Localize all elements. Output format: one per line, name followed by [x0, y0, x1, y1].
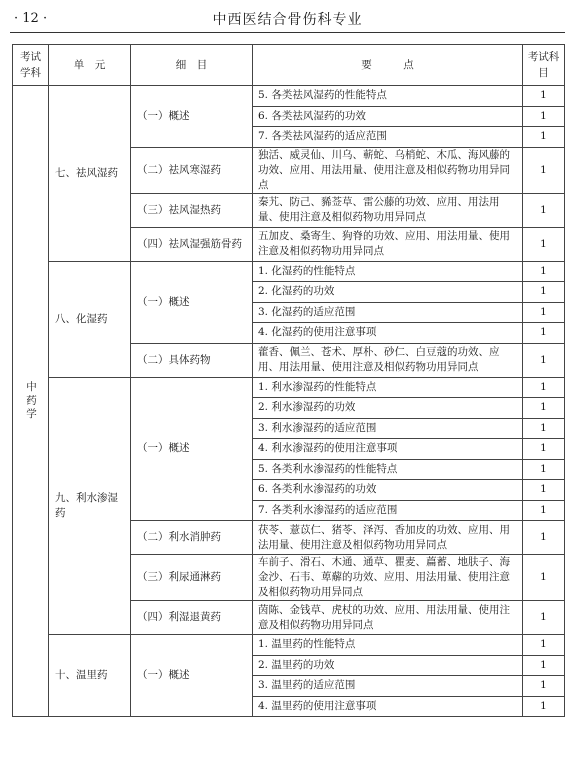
column-header-detail: 细 目: [131, 45, 253, 86]
detail-cell: （一）概述: [131, 261, 253, 343]
exam-level-cell: 1: [523, 302, 565, 323]
point-cell: 5. 各类祛风湿药的性能特点: [253, 86, 523, 107]
exam-level-cell: 1: [523, 676, 565, 697]
exam-level-cell: 1: [523, 398, 565, 419]
detail-cell: （一）概述: [131, 377, 253, 521]
exam-level-cell: 1: [523, 439, 565, 460]
exam-level-cell: 1: [523, 323, 565, 344]
point-cell: 3. 利水渗湿药的适应范围: [253, 418, 523, 439]
header-divider: [10, 32, 565, 33]
exam-level-cell: 1: [523, 282, 565, 303]
table-body: [13, 86, 565, 717]
unit-cell: 七、祛风湿药: [49, 86, 131, 262]
exam-level-cell: 1: [523, 696, 565, 717]
column-header-exam-level: 考试科目: [523, 45, 565, 86]
exam-level-cell: 1: [523, 227, 565, 261]
point-cell: 车前子、滑石、木通、通草、瞿麦、萹蓄、地肤子、海金沙、石韦、萆薢的功效、应用、用法用量、使用注意及相似药物功用异同点: [253, 555, 523, 601]
column-header-points: 要 点: [253, 45, 523, 86]
exam-level-cell: 1: [523, 261, 565, 282]
exam-level-cell: 1: [523, 418, 565, 439]
exam-level-cell: 1: [523, 377, 565, 398]
point-cell: 茯苓、薏苡仁、猪苓、泽泻、香加皮的功效、应用、用法用量、使用注意及相似药物功用异同点: [253, 521, 523, 555]
exam-level-cell: 1: [523, 521, 565, 555]
table-row: [13, 86, 565, 107]
page-header: [0, 0, 575, 38]
detail-cell: （四）祛风湿强筋骨药: [131, 227, 253, 261]
page-number: · 12 ·: [14, 11, 48, 26]
exam-level-cell: 1: [523, 106, 565, 127]
point-cell: 五加皮、桑寄生、狗脊的功效、应用、用法用量、使用注意及相似药物功用异同点: [253, 227, 523, 261]
point-cell: 4. 利水渗湿药的使用注意事项: [253, 439, 523, 460]
point-cell: 独活、威灵仙、川乌、蕲蛇、乌梢蛇、木瓜、海风藤的功效、应用、用法用量、使用注意及相似药物功用异同点: [253, 147, 523, 193]
table-row: [13, 377, 565, 398]
point-cell: 7. 各类祛风湿药的适应范围: [253, 127, 523, 148]
point-cell: 1. 利水渗湿药的性能特点: [253, 377, 523, 398]
exam-level-cell: 1: [523, 193, 565, 227]
detail-cell: （一）概述: [131, 86, 253, 148]
point-cell: 3. 温里药的适应范围: [253, 676, 523, 697]
exam-level-cell: 1: [523, 343, 565, 377]
exam-level-cell: 1: [523, 601, 565, 635]
exam-level-cell: 1: [523, 635, 565, 656]
point-cell: 3. 化湿药的适应范围: [253, 302, 523, 323]
detail-cell: （二）祛风寒湿药: [131, 147, 253, 193]
point-cell: 1. 化湿药的性能特点: [253, 261, 523, 282]
detail-cell: （四）利湿退黄药: [131, 601, 253, 635]
detail-cell: （二）具体药物: [131, 343, 253, 377]
exam-level-cell: 1: [523, 147, 565, 193]
point-cell: 茵陈、金钱草、虎杖的功效、应用、用法用量、使用注意及相似药物功用异同点: [253, 601, 523, 635]
point-cell: 2. 利水渗湿药的功效: [253, 398, 523, 419]
point-cell: 秦艽、防己、豨莶草、雷公藤的功效、应用、用法用量、使用注意及相似药物功用异同点: [253, 193, 523, 227]
unit-cell: 十、温里药: [49, 635, 131, 717]
point-cell: 5. 各类利水渗湿药的性能特点: [253, 459, 523, 480]
column-header-unit: 单 元: [49, 45, 131, 86]
unit-cell: 八、化湿药: [49, 261, 131, 377]
detail-cell: （三）利尿通淋药: [131, 555, 253, 601]
exam-level-cell: 1: [523, 655, 565, 676]
point-cell: 1. 温里药的性能特点: [253, 635, 523, 656]
point-cell: 2. 温里药的功效: [253, 655, 523, 676]
exam-level-cell: 1: [523, 86, 565, 107]
page-title: 中西医结合骨伤科专业: [212, 12, 363, 28]
exam-level-cell: 1: [523, 459, 565, 480]
detail-cell: （一）概述: [131, 635, 253, 717]
table-header-row: [13, 45, 565, 86]
column-header-subject: 考试学科: [13, 45, 49, 86]
point-cell: 6. 各类利水渗湿药的功效: [253, 480, 523, 501]
exam-level-cell: 1: [523, 500, 565, 521]
syllabus-table: [12, 44, 565, 717]
subject-cell: 中药学: [13, 86, 49, 717]
unit-cell: 九、利水渗湿药: [49, 377, 131, 635]
point-cell: 7. 各类利水渗湿药的适应范围: [253, 500, 523, 521]
point-cell: 4. 化湿药的使用注意事项: [253, 323, 523, 344]
detail-cell: （二）利水消肿药: [131, 521, 253, 555]
exam-level-cell: 1: [523, 555, 565, 601]
table-row: [13, 635, 565, 656]
exam-level-cell: 1: [523, 127, 565, 148]
point-cell: 藿香、佩兰、苍术、厚朴、砂仁、白豆蔻的功效、应用、用法用量、使用注意及相似药物功用异同点: [253, 343, 523, 377]
point-cell: 6. 各类祛风湿药的功效: [253, 106, 523, 127]
point-cell: 2. 化湿药的功效: [253, 282, 523, 303]
point-cell: 4. 温里药的使用注意事项: [253, 696, 523, 717]
table-row: [13, 261, 565, 282]
detail-cell: （三）祛风湿热药: [131, 193, 253, 227]
exam-level-cell: 1: [523, 480, 565, 501]
